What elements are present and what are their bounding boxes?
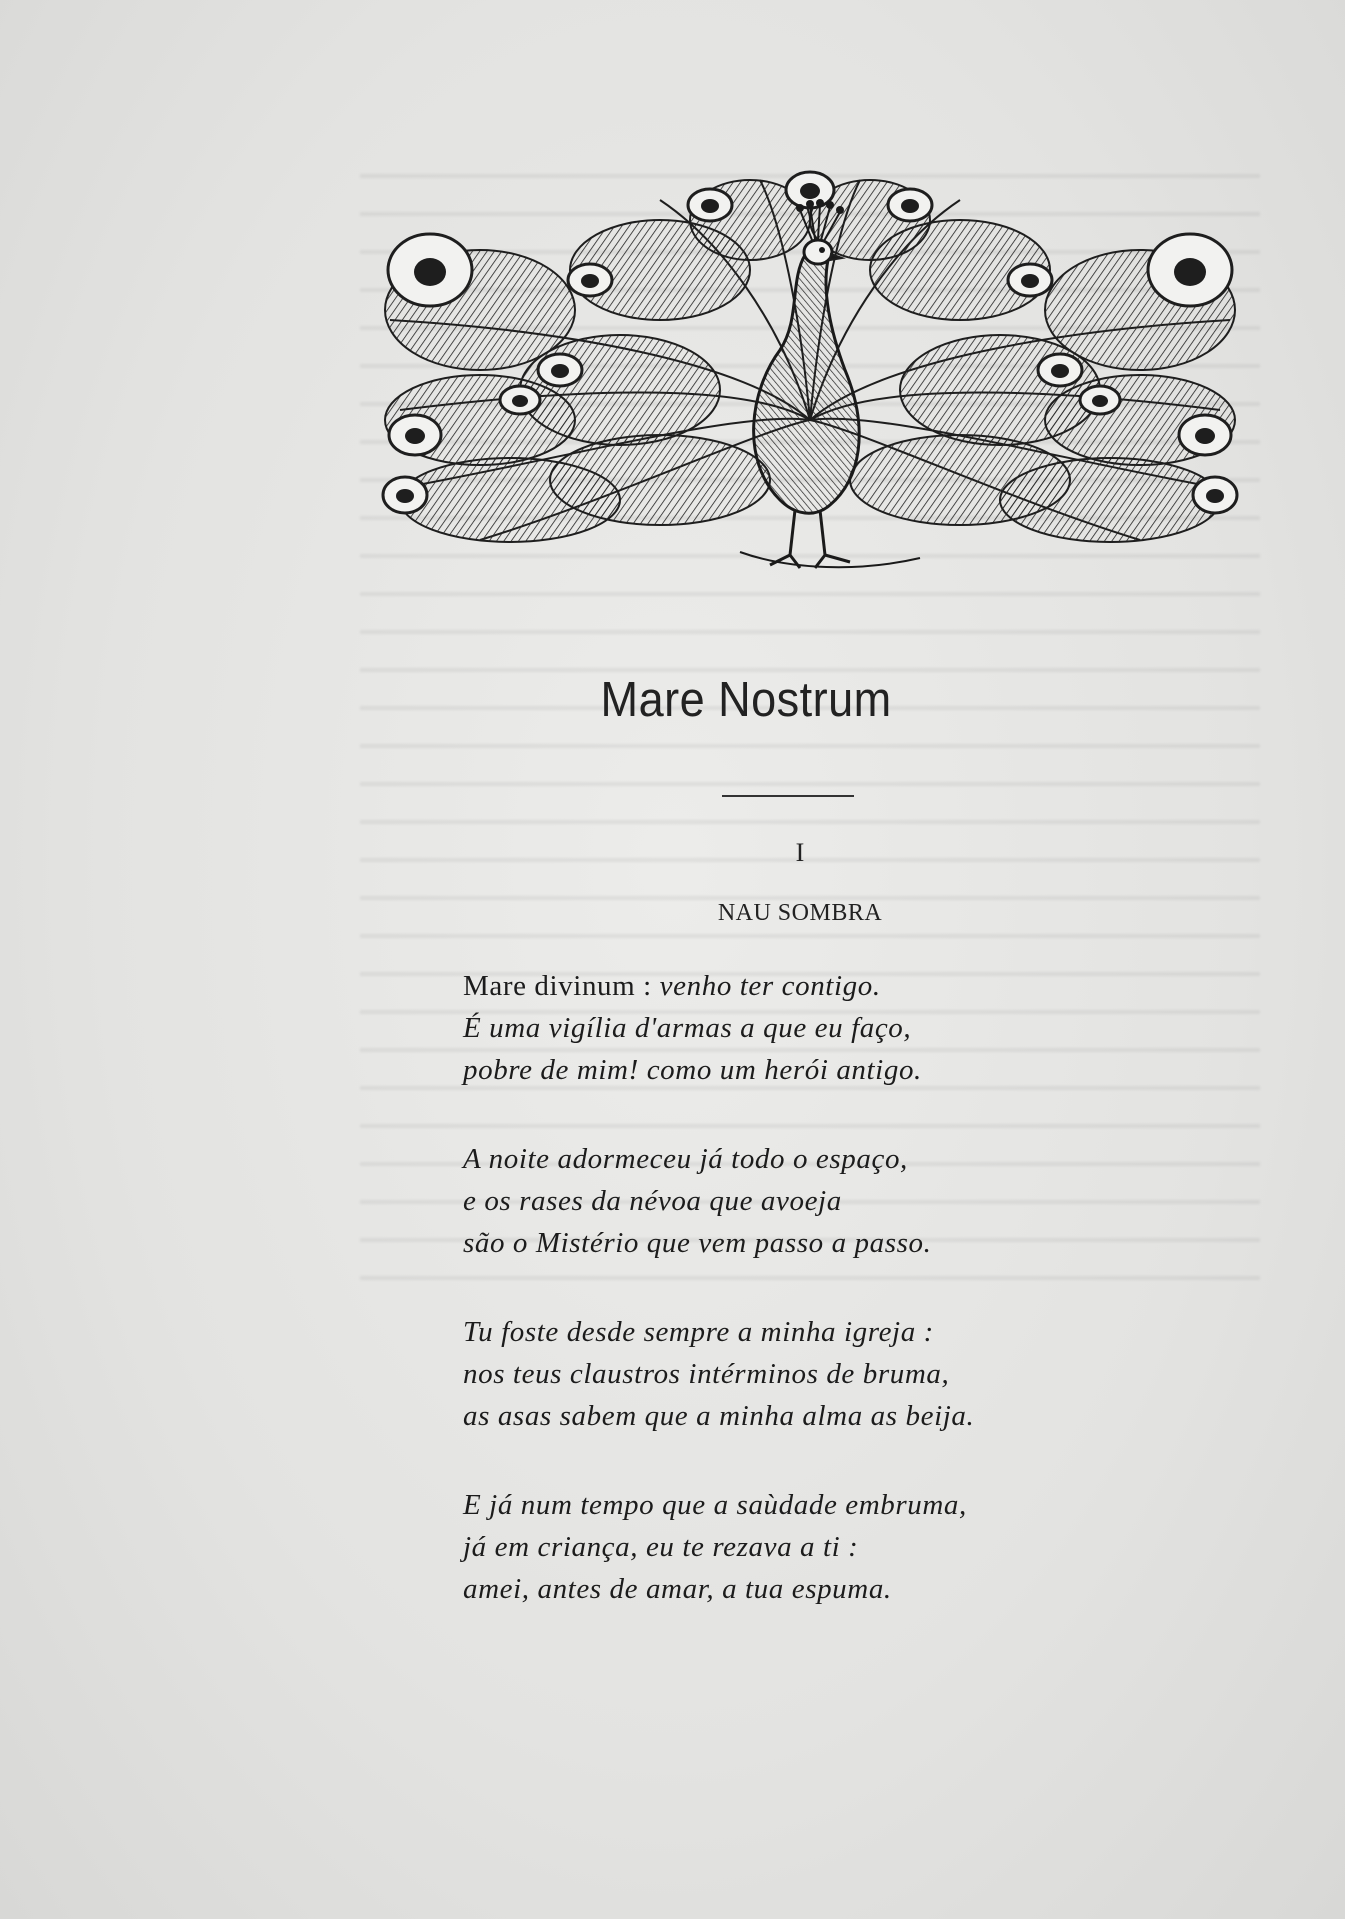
poem-line-italic: A noite adormeceu já todo o espaço,	[463, 1143, 908, 1175]
poem-line-roman: Mare divinum :	[463, 970, 660, 1002]
poem-line-italic: venho ter contigo.	[659, 970, 881, 1002]
poem-line	[463, 1222, 1223, 1264]
poem-line	[463, 1484, 1223, 1526]
poem-line-italic: pobre de mim! como um herói antigo.	[463, 1054, 922, 1086]
poem-line	[463, 965, 1223, 1007]
poem-line-italic: nos teus claustros intérminos de bruma,	[463, 1358, 950, 1390]
stanza	[463, 1484, 1223, 1610]
poem-line	[463, 1180, 1223, 1222]
poem-line-italic: É uma vigília d'armas a que eu faço,	[463, 1012, 912, 1044]
poem-line-italic: E já num tempo que a saùdade embruma,	[463, 1489, 967, 1521]
poem-line-italic: são o Mistério que vem passo a passo.	[463, 1227, 932, 1259]
poem-line-italic: e os rases da névoa que avoeja	[463, 1185, 842, 1217]
poem-line-italic: as asas sabem que a minha alma as beija.	[463, 1400, 975, 1432]
poem-line	[463, 1395, 1223, 1437]
poem-line-italic: já em criança, eu te rezava a ti :	[463, 1531, 859, 1563]
stanza	[463, 1311, 1223, 1437]
poem-line	[463, 1311, 1223, 1353]
poem-line-italic: amei, antes de amar, a tua espuma.	[463, 1573, 892, 1605]
title-rule	[722, 795, 854, 797]
section-number: I	[795, 838, 805, 867]
stanza	[463, 1138, 1223, 1264]
stanza	[463, 965, 1223, 1091]
poem	[463, 965, 1223, 1657]
poem-line	[463, 1007, 1223, 1049]
poem-line	[463, 1568, 1223, 1610]
poem-line	[463, 1138, 1223, 1180]
section-title: NAU SOMBRA	[717, 900, 883, 926]
poem-line	[463, 1353, 1223, 1395]
poem-line	[463, 1049, 1223, 1091]
poem-line-italic: Tu foste desde sempre a minha igreja :	[463, 1316, 934, 1348]
peacock-illustration	[360, 160, 1260, 590]
poem-line	[463, 1526, 1223, 1568]
page-title: Mare Nostrum	[600, 673, 892, 727]
